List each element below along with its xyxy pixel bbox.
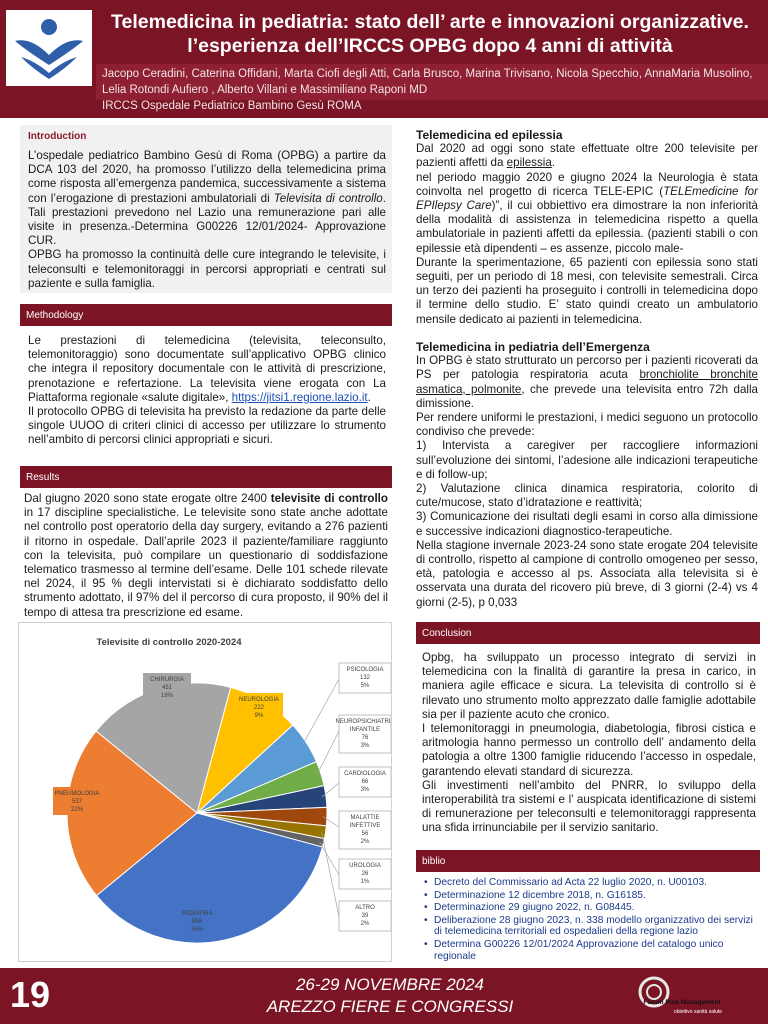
biblio-item: • Deliberazione 28 giugno 2023, n. 338 modello organizzativo dei servizi di telemedicina territoriali ed ospedalieri della regione lazio <box>422 915 758 938</box>
slice-label-text: UROLOGIA <box>349 863 381 869</box>
slice-label-text: 5% <box>360 683 370 689</box>
slice-label-text: 39 <box>361 913 369 919</box>
epi-p1a: Dal 2020 ad oggi sono state effettuate oltre 200 televisite per pazienti affetti da <box>416 142 758 170</box>
slice-label-text: CHIRURGIA <box>150 677 184 683</box>
methodology-heading: Methodology <box>20 304 392 326</box>
slice-label-cardiologia <box>339 767 391 797</box>
biblio-heading: biblio <box>416 850 760 872</box>
event-venue: AREZZO FIERE E CONGRESSI <box>266 997 514 1016</box>
slice-label-text: 132 <box>359 675 371 681</box>
slice-label-text: CARDIOLOGIA <box>344 771 386 777</box>
leader-line <box>322 832 339 917</box>
slice-label-text: 35% <box>190 927 204 933</box>
title-line-1: Telemedicina in pediatria: stato dell’ arte e innovazioni organizzative. <box>111 11 749 33</box>
institution: IRCCS Ospedale Pediatrico Bambino Gesù ROMA <box>102 100 362 112</box>
epi-p2-italic: TELEmedicine for EPIlepsy Care <box>416 184 758 213</box>
poster-title <box>100 10 760 58</box>
epi-p2a: nel periodo maggio 2020 e giugno 2024 la Neurologia è stata coinvolta nel progetto di ricerca TELE-EPIC ( <box>416 170 758 198</box>
slice-label-text: 1% <box>360 879 370 885</box>
opbg-logo-icon <box>11 15 87 81</box>
slice-label-neurologia <box>235 693 283 721</box>
slice-label-text: PNEUMOLOGIA <box>54 791 100 797</box>
slice-label-urologia <box>339 859 391 889</box>
slice-label-psicologia <box>339 663 391 693</box>
concl-p2: I telemonitoraggi in pneumologia, diabetologia, fibrosi cistica e aritmologia hanno permesso un controllo dell’ andamento della patologia a oltre 1300 famiglie riducendo l’accesso in ospedale, garantendo elevati standard di sicurezza. <box>422 722 756 778</box>
intro-p2: OPBG ha promosso la continuità delle cure integrando le televisite, i teleconsulti e telemonitoraggi in percorsi appropriati e centrati sul paziente e sulla famiglia. <box>28 248 386 290</box>
slice-label-text: 3% <box>360 743 370 749</box>
results-p1a: Dal giugno 2020 sono state erogate oltre 2400 <box>24 492 271 505</box>
results-text <box>24 492 388 620</box>
slice-label-pediatria <box>173 907 221 935</box>
forum-logo-tagline: obiettivo sanità salute <box>673 1009 723 1015</box>
eme-p4: 2) Valutazione clinica dinamica respiratoria, colorito di cute/mucose, stato d’idratazione e reattività; <box>416 482 758 510</box>
slice-label-text: 2% <box>360 921 370 927</box>
slice-label-text: INFANTILE <box>349 727 381 733</box>
slice-label-text: 26 <box>361 871 369 877</box>
pie-chart <box>19 623 391 961</box>
introduction-text <box>28 149 386 291</box>
pie-chart-container <box>18 622 392 962</box>
slice-label-text: 3% <box>360 787 370 793</box>
conclusion-heading: Conclusion <box>416 622 760 644</box>
slice-label-text: INFETTIVE <box>349 823 381 829</box>
eme-p1b: , che prevede una televisita entro 72h dalla dimissione. <box>416 382 759 410</box>
slice-label-text: PEDIATRIA <box>181 911 213 917</box>
slice-label-text: ALTRO <box>355 905 375 911</box>
event-date: 26-29 NOVEMBRE 2024 <box>295 975 485 994</box>
methodology-text <box>28 334 386 448</box>
leader-line <box>303 679 339 745</box>
edition-number-logo: 19 <box>10 974 51 1015</box>
slice-label-text: 222 <box>253 705 265 711</box>
concl-p1: Opbg, ha sviluppato un processo integrato di servizi in telemedicina con la finalità di garantire la presa in carico, in maniera agile efficace e sicura. La televisita di controllo si è rilevato uno strumento molto apprezzato dalle famiglie adottabile sia per il paziente acuto che cronico. <box>422 651 756 721</box>
slice-label-text: NEUROPSICHIATRIA <box>335 719 391 725</box>
slice-label-chirurgia <box>143 673 191 701</box>
eme-p1-underlined: bronchiolite bronchite asmatica, polmonite <box>416 368 758 396</box>
method-p1: Le prestazioni di telemedicina (televisita, teleconsulto, telemonitoraggio) sono documentate sull’applicativo OPBG clinico che integra il repository documentale con le attività di prescrizione, prenotazione e refertazione. La televisita viene erogata con La Piattaforma regionale «salute digitale», <box>28 334 386 404</box>
leader-line <box>317 731 339 775</box>
emergenza-heading: Telemedicina in pediatria dell’Emergenza <box>416 340 650 354</box>
slice-label-neuropsichiatria-infantile <box>336 715 391 753</box>
slice-label-altro <box>339 901 391 931</box>
slice-label-text: 18% <box>160 693 174 699</box>
jitsi-link[interactable]: https://jitsi1.regione.lazio.it <box>231 390 368 404</box>
authors: Jacopo Ceradini, Caterina Offidani, Marta Ciofi degli Atti, Carla Brusco, Marina Trivisano, Nicola Specchio, AnnaMaria Musolino, Lelia Rotondi Aufiero , Alberto Villani e Massimiliano Raponi MD <box>102 68 753 96</box>
epilessia-section <box>416 128 758 327</box>
biblio-item: • Determinazione 12 dicembre 2018, n. G16185. <box>422 890 758 902</box>
intro-p1-italic: Televisita di controllo <box>273 191 383 205</box>
forum-risk-management-logo <box>622 974 742 1020</box>
slice-label-text: NEUROLOGIA <box>238 697 280 703</box>
concl-p3: Gli investimenti nell’ambito del PNRR, lo sviluppo della interoperabilità tra sistemi e l’ auspicata identificazione di sistemi di remunerazione per teleconsulti e telemonitoraggi rappresenta una sfida irrinunciabile per il servizio sanitario. <box>422 778 756 835</box>
slice-label-text: 56 <box>361 831 369 837</box>
slice-label-text: 76 <box>361 735 369 741</box>
slice-label-text: 537 <box>71 799 83 805</box>
opbg-logo <box>6 10 92 86</box>
biblio-item: • Determina G00226 12/01/2024 Approvazione del catalogo unico regionale <box>422 939 758 962</box>
intro-p1-end: . Tali prestazioni prevedono nel Lazio una remunerazione pari alle visite in presenza.-Determina G00226 12/01/2024- Approvazione CUR. <box>28 191 386 248</box>
eme-p5: 3) Comunicazione dei risultati degli esami in corso alla dimissione e successive indicazioni diagnostico-terapeutiche. <box>416 510 758 538</box>
results-p1b: in 17 discipline specialistiche. Le televisite sono state anche adottate nel controllo post operatorio della day surgery, evitando a 276 pazienti il ritorno in ospedale. Dall’aprile 2023 il paziente/familiare raggiunto con la televisita, può compilare un questionario di soddisfazione telematico trasmesso al termine dell’esame. Delle 101 schede rilevate nel 2024, il 95 % degli intervistati si è dichiarato soddisfatto dello strumento adottato, il 97% del il percorso di cura proposto, il 90% del il tempo di attesa tra prescrizione ed esame. <box>24 506 388 619</box>
slice-label-text: 451 <box>161 685 173 691</box>
epi-p1-underlined: epilessia <box>506 156 552 170</box>
slice-label-text: 66 <box>361 779 369 785</box>
introduction-heading: Introduction <box>28 131 87 142</box>
intro-p1: L’ospedale pediatrico Bambino Gesù di Roma (OPBG) a partire da DCA 103 del 2020, ha promosso l’utilizzo della telemedicina prima come risposta all’emergenza pandemica, successivamente a sistema con l’erogazione di prestazioni ambulatoriali di <box>28 149 386 205</box>
epilessia-heading: Telemedicina ed epilessia <box>416 128 563 142</box>
eme-p1a: In OPBG è stato strutturato un percorso per i pazienti ricoverati da PS per patologia respiratoria acuta <box>416 354 758 382</box>
results-heading: Results <box>20 466 392 488</box>
slice-label-text: PSICOLOGIA <box>346 667 384 673</box>
biblio-item: • Decreto del Commissario ad Acta 22 luglio 2020, n. U00103. <box>422 877 758 889</box>
results-p1-bold: televisite di controllo <box>270 492 388 505</box>
slice-label-text: MALATTIE <box>350 815 380 821</box>
method-p2: Il protocollo OPBG di televisita ha previsto la redazione da parte delle singole UUOO di criteri clinici di accesso per utilizzare lo strumento nell’ambito di percorsi clinici appropriati e sicuri. <box>28 405 386 447</box>
slice-label-malattie-infettive <box>339 811 391 849</box>
biblio-item: • Determinazione 29 giugno 2022, n. G08445. <box>422 902 758 914</box>
emergenza-section <box>416 340 758 610</box>
biblio-list <box>422 877 758 963</box>
title-line-2: l’esperienza dell’IRCCS OPBG dopo 4 anni di attività <box>187 35 673 57</box>
epi-p2b: )”, il cui obbiettivo era dimostrare la non inferiorità della modalità di assistenza in telemedicina rispetto a quella ambulatoriale in pazienti affetti da epilessia. (pazienti stabili o con epilessie età dipendenti – es assenze, piccolo male- <box>416 199 759 255</box>
eme-p3: 1) Intervista a caregiver per raccogliere informazioni sull’evoluzione dei sintomi, l’adesione alle indicazioni terapeutiche e di follow-up; <box>416 439 758 481</box>
forum-logo-text: Forum Risk Management <box>643 999 721 1006</box>
eme-p2: Per rendere uniformi le prestazioni, i medici seguono un protocollo condiviso che prevede: <box>416 411 758 439</box>
slice-label-text: 858 <box>191 919 203 925</box>
slice-label-pneumologia <box>53 787 101 815</box>
slice-label-text: 9% <box>254 713 264 719</box>
eme-p6: Nella stagione invernale 2023-24 sono state erogate 204 televisite di controllo, rispetto al campione di controllo omogeneo per sesso, età, patologia e accesso al ps. Associata alla televisita si è osservata una durata del ricovero più breve, di 3 giorni (2-4) vs 4 giorni (2-5), p 0,033 <box>416 538 758 609</box>
slice-label-text: 22% <box>70 807 84 813</box>
epi-p1b: . <box>551 156 556 170</box>
method-p1-end: . <box>367 390 371 404</box>
slice-label-text: 2% <box>360 839 370 845</box>
epi-p3: Durante la sperimentazione, 65 pazienti con epilessia sono stati seguiti, per un periodo di 18 mesi, con televisite semestrali. Circa un terzo dei pazienti ha proseguito i controlli in telemedicina dopo il termine dello studio. E’ stato quindi creato un ambulatorio mensile dedicato ai pazienti in telemedicina. <box>416 255 758 326</box>
conclusion-text <box>422 651 756 836</box>
forum-logo-icon <box>622 974 742 1020</box>
chart-title: Televisite di controllo 2020-2024 <box>96 637 242 648</box>
